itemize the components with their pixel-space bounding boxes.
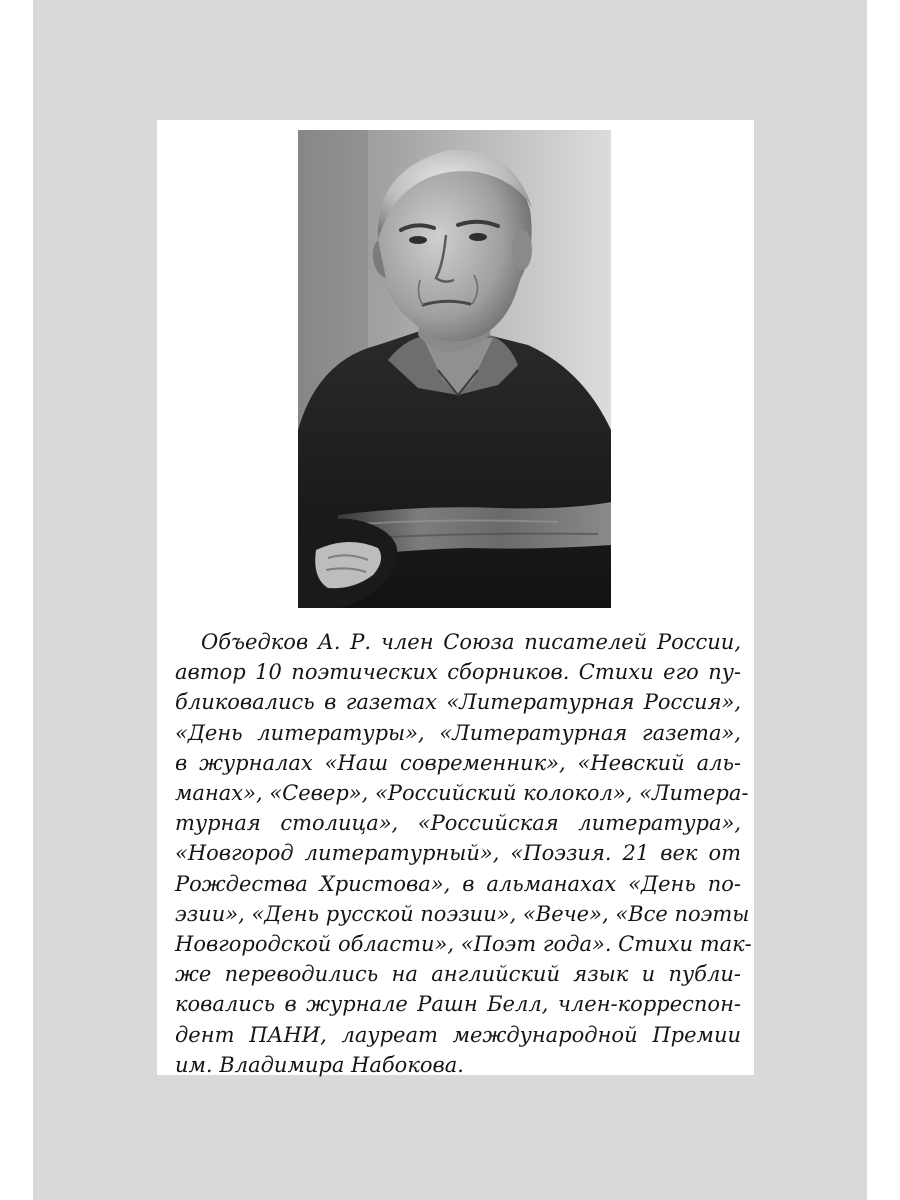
bio-line: ковались в журнале Рашн Белл, член-корреспон- xyxy=(175,992,741,1017)
bio-line: Рождества Христова», в альманахах «День по- xyxy=(175,871,741,896)
bio-line: «Новгород литературный», «Поэзия. 21 век от xyxy=(175,841,741,866)
author-portrait-photo xyxy=(298,130,611,608)
author-biography xyxy=(175,627,752,1080)
bio-line: же переводились на английский язык и публи- xyxy=(175,962,741,987)
bio-line: в журналах «Наш современник», «Невский аль- xyxy=(175,750,741,775)
bio-line: манах», «Север», «Российский колокол», «Литера- xyxy=(175,781,749,806)
bio-line: эзии», «День русской поэзии», «Вече», «Все поэты xyxy=(175,901,750,926)
bio-line: «День литературы», «Литературная газета», xyxy=(175,720,741,745)
bio-line: автор 10 поэтических сборников. Стихи его пу- xyxy=(175,660,741,685)
bio-line: Объедков А. Р. член Союза писателей России, xyxy=(201,630,741,654)
book-page xyxy=(157,120,754,1075)
bio-line: Новгородской области», «Поэт года». Стихи так- xyxy=(175,932,752,957)
bio-line: турная столица», «Российская литература», xyxy=(175,811,741,836)
bio-line: бликовались в газетах «Литературная Россия», xyxy=(175,690,741,715)
bio-line: им. Владимира Набокова. xyxy=(175,1052,464,1077)
bio-line: дент ПАНИ, лауреат международной Премии xyxy=(175,1022,741,1047)
